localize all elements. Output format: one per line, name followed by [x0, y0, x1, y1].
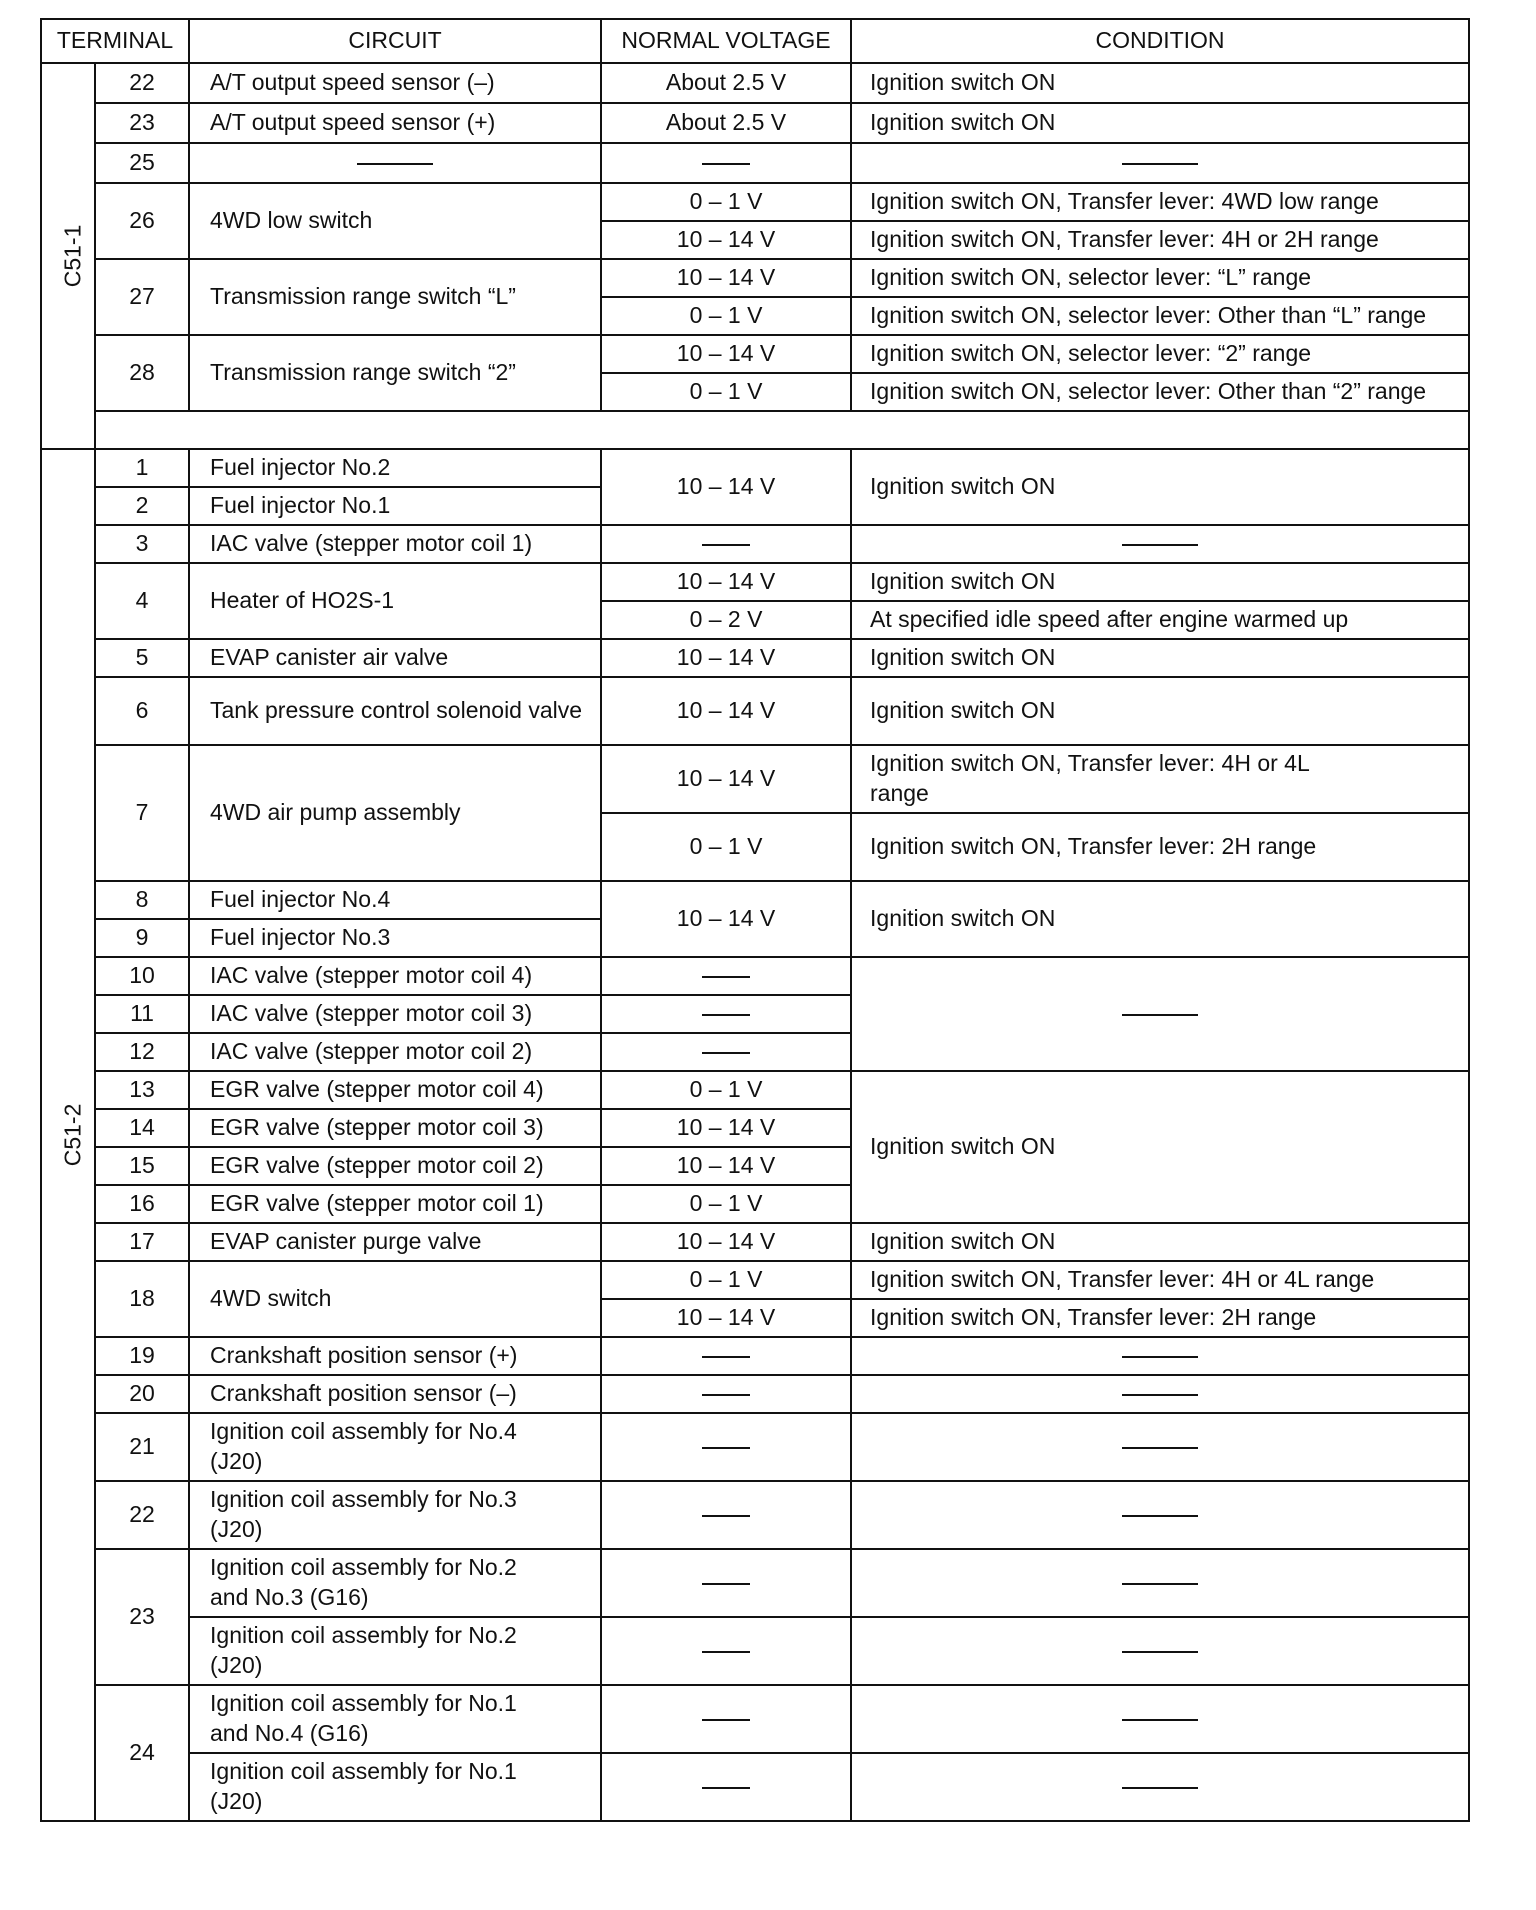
circuit-name: 4WD air pump assembly [189, 745, 601, 881]
circuit-name: 4WD switch [189, 1261, 601, 1337]
condition-text: At specified idle speed after engine warmed up [851, 601, 1469, 639]
condition-text: Ignition switch ON [851, 1071, 1469, 1223]
voltage-value: 0 – 1 V [601, 1185, 851, 1223]
circuit-name: Transmission range switch “L” [189, 259, 601, 335]
table-row [41, 143, 1469, 183]
condition-empty [851, 1617, 1469, 1685]
terminal-number: 4 [95, 563, 189, 639]
terminal-number: 19 [95, 1337, 189, 1375]
voltage-value: 0 – 1 V [601, 1261, 851, 1299]
voltage-empty [601, 1481, 851, 1549]
terminal-number: 26 [95, 183, 189, 259]
header-normal-voltage: NORMAL VOLTAGE [601, 19, 851, 63]
condition-empty [851, 957, 1469, 1071]
circuit-name: 4WD low switch [189, 183, 601, 259]
group-label-c51-1: C51-1 [41, 63, 95, 449]
condition-text: Ignition switch ON [851, 1223, 1469, 1261]
table-row [41, 335, 1469, 373]
condition-text: Ignition switch ON, Transfer lever: 4H or 4L range [851, 1261, 1469, 1299]
dash-icon [702, 544, 750, 546]
circuit-name: Tank pressure control solenoid valve [189, 677, 601, 745]
table-row [41, 1481, 1469, 1549]
condition-text: Ignition switch ON, Transfer lever: 4H or 2H range [851, 221, 1469, 259]
voltage-empty [601, 1375, 851, 1413]
condition-text: Ignition switch ON, selector lever: Other than “L” range [851, 297, 1469, 335]
condition-text: Ignition switch ON [851, 677, 1469, 745]
terminal-number: 28 [95, 335, 189, 411]
table-row [41, 1375, 1469, 1413]
dash-icon [1122, 1583, 1198, 1585]
voltage-empty [601, 1753, 851, 1821]
voltage-value: 0 – 1 V [601, 297, 851, 335]
condition-empty [851, 1549, 1469, 1617]
condition-text: Ignition switch ON, Transfer lever: 4WD low range [851, 183, 1469, 221]
table-row [41, 1413, 1469, 1481]
terminal-number: 13 [95, 1071, 189, 1109]
voltage-empty [601, 1685, 851, 1753]
circuit-name: EGR valve (stepper motor coil 2) [189, 1147, 601, 1185]
circuit-name: Ignition coil assembly for No.4 (J20) [189, 1413, 601, 1481]
dash-icon [702, 1447, 750, 1449]
terminal-number: 15 [95, 1147, 189, 1185]
circuit-name: IAC valve (stepper motor coil 2) [189, 1033, 601, 1071]
circuit-name: Ignition coil assembly for No.1 and No.4 (G16) [189, 1685, 601, 1753]
dash-icon [1122, 1787, 1198, 1789]
terminal-number: 22 [95, 1481, 189, 1549]
header-circuit: CIRCUIT [189, 19, 601, 63]
condition-text: Ignition switch ON [851, 103, 1469, 143]
circuit-empty [189, 143, 601, 183]
terminal-number: 1 [95, 449, 189, 487]
voltage-value: 0 – 2 V [601, 601, 851, 639]
condition-empty [851, 1375, 1469, 1413]
spacer-row [41, 411, 1469, 449]
dash-icon [702, 1787, 750, 1789]
voltage-empty [601, 995, 851, 1033]
condition-text: Ignition switch ON [851, 63, 1469, 103]
condition-empty [851, 143, 1469, 183]
condition-text: Ignition switch ON [851, 563, 1469, 601]
table-row [41, 1753, 1469, 1821]
table-row [41, 1337, 1469, 1375]
terminal-voltage-table [40, 18, 1470, 1822]
condition-text: Ignition switch ON, selector lever: Other than “2” range [851, 373, 1469, 411]
terminal-number: 11 [95, 995, 189, 1033]
terminal-number: 20 [95, 1375, 189, 1413]
terminal-number: 14 [95, 1109, 189, 1147]
table-row [41, 957, 1469, 995]
dash-icon [702, 163, 750, 165]
dash-icon [702, 1583, 750, 1585]
table-row [41, 1071, 1469, 1109]
dash-icon [702, 1515, 750, 1517]
terminal-number: 21 [95, 1413, 189, 1481]
terminal-number: 8 [95, 881, 189, 919]
condition-text: Ignition switch ON [851, 881, 1469, 957]
table-row [41, 1223, 1469, 1261]
dash-icon [1122, 1014, 1198, 1016]
condition-text: Ignition switch ON, selector lever: “2” range [851, 335, 1469, 373]
voltage-value: 0 – 1 V [601, 183, 851, 221]
voltage-value: 10 – 14 V [601, 335, 851, 373]
voltage-value: 10 – 14 V [601, 881, 851, 957]
voltage-value: 10 – 14 V [601, 1147, 851, 1185]
condition-empty [851, 525, 1469, 563]
dash-icon [1122, 544, 1198, 546]
terminal-number: 27 [95, 259, 189, 335]
circuit-name: Fuel injector No.1 [189, 487, 601, 525]
voltage-value: 10 – 14 V [601, 1223, 851, 1261]
dash-icon [1122, 163, 1198, 165]
header-terminal: TERMINAL [41, 19, 189, 63]
circuit-name: Ignition coil assembly for No.2 and No.3 (G16) [189, 1549, 601, 1617]
circuit-name: Fuel injector No.4 [189, 881, 601, 919]
voltage-value: About 2.5 V [601, 103, 851, 143]
voltage-empty [601, 525, 851, 563]
terminal-number: 23 [95, 103, 189, 143]
table-row [41, 563, 1469, 601]
circuit-name: IAC valve (stepper motor coil 4) [189, 957, 601, 995]
circuit-name: Crankshaft position sensor (+) [189, 1337, 601, 1375]
dash-icon [1122, 1356, 1198, 1358]
table-row [41, 1549, 1469, 1617]
voltage-value: 10 – 14 V [601, 1299, 851, 1337]
voltage-value: 0 – 1 V [601, 373, 851, 411]
circuit-name: A/T output speed sensor (–) [189, 63, 601, 103]
terminal-number: 24 [95, 1685, 189, 1821]
circuit-name: EGR valve (stepper motor coil 4) [189, 1071, 601, 1109]
spacer-cell [95, 411, 1469, 449]
circuit-name: Fuel injector No.2 [189, 449, 601, 487]
terminal-number: 7 [95, 745, 189, 881]
group-label-c51-2: C51-2 [41, 449, 95, 1821]
terminal-number: 17 [95, 1223, 189, 1261]
terminal-number: 9 [95, 919, 189, 957]
condition-empty [851, 1413, 1469, 1481]
dash-icon [357, 163, 433, 165]
table-row [41, 525, 1469, 563]
circuit-name: Heater of HO2S-1 [189, 563, 601, 639]
condition-text: Ignition switch ON, selector lever: “L” range [851, 259, 1469, 297]
dash-icon [1122, 1515, 1198, 1517]
voltage-empty [601, 1617, 851, 1685]
condition-text: Ignition switch ON, Transfer lever: 4H or 4L range [851, 745, 1469, 813]
terminal-number: 6 [95, 677, 189, 745]
voltage-value: 10 – 14 V [601, 449, 851, 525]
voltage-value: 10 – 14 V [601, 677, 851, 745]
voltage-empty [601, 1033, 851, 1071]
voltage-value: 10 – 14 V [601, 563, 851, 601]
table-row [41, 103, 1469, 143]
dash-icon [1122, 1447, 1198, 1449]
voltage-value: 0 – 1 V [601, 813, 851, 881]
circuit-name: Crankshaft position sensor (–) [189, 1375, 601, 1413]
table-row [41, 677, 1469, 745]
circuit-name: Ignition coil assembly for No.1 (J20) [189, 1753, 601, 1821]
condition-text: Ignition switch ON, Transfer lever: 2H range [851, 1299, 1469, 1337]
dash-icon [1122, 1394, 1198, 1396]
circuit-name: Ignition coil assembly for No.3 (J20) [189, 1481, 601, 1549]
circuit-name: IAC valve (stepper motor coil 3) [189, 995, 601, 1033]
dash-icon [1122, 1651, 1198, 1653]
terminal-number: 25 [95, 143, 189, 183]
dash-icon [702, 1014, 750, 1016]
terminal-number: 23 [95, 1549, 189, 1685]
voltage-empty [601, 1337, 851, 1375]
table-row [41, 745, 1469, 813]
dash-icon [702, 1356, 750, 1358]
voltage-value: 10 – 14 V [601, 221, 851, 259]
table-row [41, 1261, 1469, 1299]
dash-icon [702, 976, 750, 978]
terminal-number: 10 [95, 957, 189, 995]
condition-empty [851, 1481, 1469, 1549]
voltage-value: 10 – 14 V [601, 745, 851, 813]
condition-empty [851, 1685, 1469, 1753]
terminal-number: 2 [95, 487, 189, 525]
condition-text: Ignition switch ON [851, 449, 1469, 525]
circuit-name: EGR valve (stepper motor coil 3) [189, 1109, 601, 1147]
terminal-number: 22 [95, 63, 189, 103]
terminal-voltage-table-wrapper [40, 18, 1470, 1822]
voltage-value: About 2.5 V [601, 63, 851, 103]
dash-icon [702, 1394, 750, 1396]
dash-icon [1122, 1719, 1198, 1721]
circuit-name: EVAP canister purge valve [189, 1223, 601, 1261]
condition-text: Ignition switch ON [851, 639, 1469, 677]
voltage-empty [601, 957, 851, 995]
table-row [41, 63, 1469, 103]
dash-icon [702, 1052, 750, 1054]
table-row [41, 449, 1469, 487]
circuit-name: IAC valve (stepper motor coil 1) [189, 525, 601, 563]
voltage-empty [601, 1549, 851, 1617]
terminal-number: 3 [95, 525, 189, 563]
dash-icon [702, 1651, 750, 1653]
voltage-value: 10 – 14 V [601, 639, 851, 677]
circuit-name: Transmission range switch “2” [189, 335, 601, 411]
voltage-value: 0 – 1 V [601, 1071, 851, 1109]
circuit-name: Ignition coil assembly for No.2 (J20) [189, 1617, 601, 1685]
voltage-empty [601, 1413, 851, 1481]
header-condition: CONDITION [851, 19, 1469, 63]
circuit-name: A/T output speed sensor (+) [189, 103, 601, 143]
terminal-number: 5 [95, 639, 189, 677]
voltage-value: 10 – 14 V [601, 1109, 851, 1147]
condition-text: Ignition switch ON, Transfer lever: 2H range [851, 813, 1469, 881]
table-row [41, 259, 1469, 297]
dash-icon [702, 1719, 750, 1721]
table-row [41, 183, 1469, 221]
header-row [41, 19, 1469, 63]
circuit-name: EVAP canister air valve [189, 639, 601, 677]
voltage-empty [601, 143, 851, 183]
terminal-number: 16 [95, 1185, 189, 1223]
table-row [41, 1685, 1469, 1753]
terminal-number: 12 [95, 1033, 189, 1071]
voltage-value: 10 – 14 V [601, 259, 851, 297]
condition-empty [851, 1337, 1469, 1375]
condition-empty [851, 1753, 1469, 1821]
table-row [41, 881, 1469, 919]
terminal-number: 18 [95, 1261, 189, 1337]
circuit-name: EGR valve (stepper motor coil 1) [189, 1185, 601, 1223]
table-row [41, 639, 1469, 677]
circuit-name: Fuel injector No.3 [189, 919, 601, 957]
table-row [41, 1617, 1469, 1685]
